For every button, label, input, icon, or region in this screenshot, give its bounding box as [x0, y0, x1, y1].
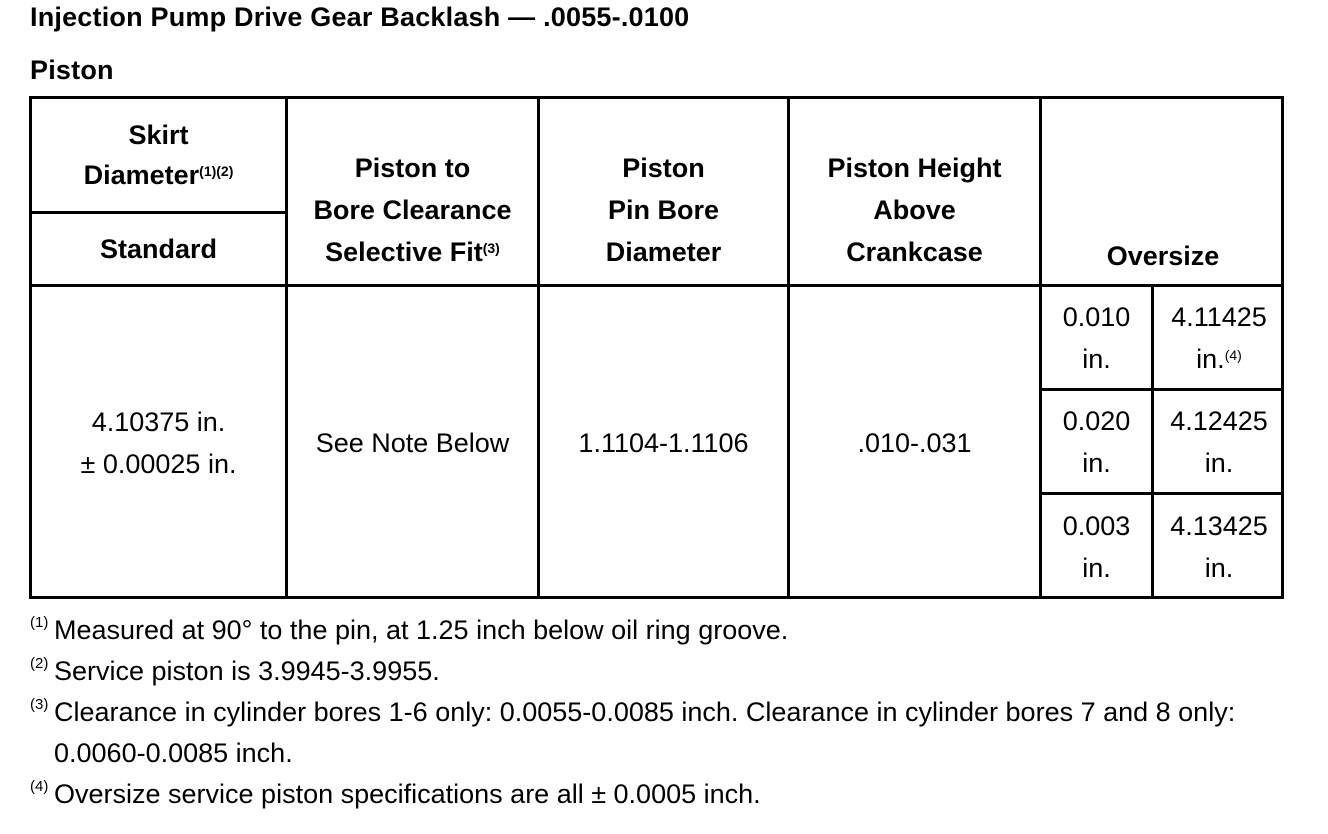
footnotes [30, 610, 1314, 815]
oversize-diameter: 4.13425 in. [1170, 511, 1268, 583]
header-clearance: Piston to Bore Clearance Selective Fit$^{(3)}$ [313, 153, 512, 267]
footnote: (3) Clearance in cylinder bores 1-6 only: 0.0055-0.0085 inch. Clearance in cylinder bores 7 and 8 only: 0.0060-0.0085 inch. [30, 696, 1236, 768]
oversize-amount: 0.020 in. [1062, 405, 1131, 478]
header-oversize: Oversize [1106, 241, 1220, 271]
pin-bore-value: 1.1104-1.1106 [578, 428, 749, 458]
section-title: Piston [30, 55, 114, 85]
height-value: .010-.031 [857, 428, 972, 458]
header-height: Piston Height Above Crankcase [827, 153, 1002, 267]
footnote: (2) Service piston is 3.9945-3.9955. [30, 655, 440, 686]
piston-spec-table [29, 96, 1284, 599]
oversize-diameter: 4.11425 in.$^{(4)}$ [1171, 301, 1267, 374]
footnote: (4) Oversize service piston specifications are all ± 0.0005 inch. [30, 778, 761, 809]
header-standard: Standard [99, 234, 218, 264]
standard-value: 4.10375 in. ± 0.00025 in. [80, 407, 237, 479]
header-skirt-diameter: Skirt Diameter$^{(1)(2)}$ [83, 120, 234, 190]
footnote: (1) Measured at 90° to the pin, at 1.25 inch below oil ring groove. [30, 614, 789, 645]
page-title: Injection Pump Drive Gear Backlash — .0055-.0100 [30, 2, 690, 32]
oversize-amount: 0.003 in. [1062, 511, 1131, 583]
oversize-amount: 0.010 in. [1062, 301, 1131, 374]
oversize-diameter: 4.12425 in. [1170, 405, 1268, 478]
clearance-value: See Note Below [315, 428, 510, 458]
header-pin-bore: Piston Pin Bore Diameter [605, 153, 722, 267]
